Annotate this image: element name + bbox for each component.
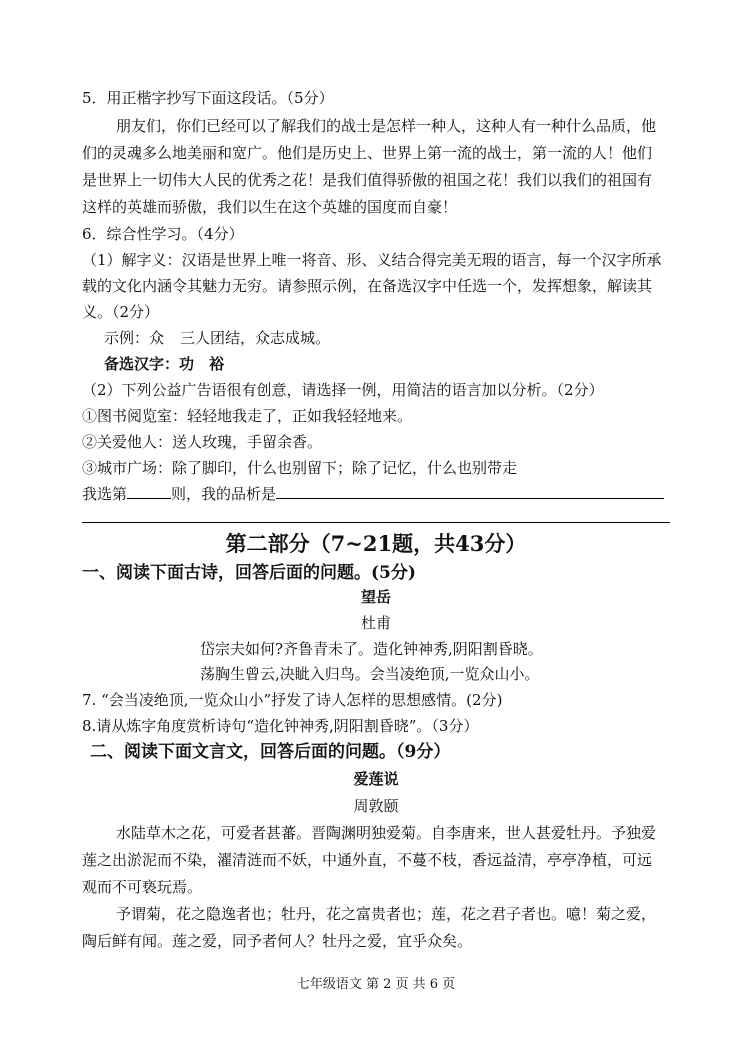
- q6-part1-line-2: 载的文化内涵令其魅力无穷。请参照示例，在备选汉字中任选一个，发挥想象，解读其: [82, 277, 653, 295]
- part-divider: [82, 522, 670, 523]
- part2-heading: 第二部分（7~21题，共43分）: [225, 531, 527, 556]
- q6-candidates: 备选汉字：功 裕: [104, 355, 225, 373]
- q6-ad-3: ③城市广场：除了脚印，什么也别留下；除了记忆，什么也别带走: [82, 459, 518, 477]
- q6-example: [104, 328, 330, 348]
- q6-example-label: 示例：众: [104, 329, 165, 347]
- q6-ad-2: ②关爱他人：送人玫瑰，手留余香。: [82, 433, 323, 451]
- section1-heading: 一、阅读下面古诗，回答后面的问题。(5分): [82, 563, 416, 583]
- page-footer: 七年级语文 第 2 页 共 6 页: [296, 977, 456, 992]
- prose-para1-line-2: 莲之出淤泥而不染，濯清涟而不妖，中通外直，不蔓不枝，香远益清，亭亭净植，可远: [82, 851, 653, 869]
- q6-example-text: 三人团结，众志成城。: [180, 329, 331, 347]
- q5-text-line-4: 这样的英雄而骄傲，我们以生在这个英雄的国度而自豪！: [82, 198, 458, 216]
- q6-answer-mid: 则，我的品析是: [171, 485, 277, 503]
- poem-author: 杜甫: [360, 614, 391, 632]
- q5-text-line-1: 朋友们，你们已经可以了解我们的战士是怎样一种人，这种人有一种什么品质，他: [116, 117, 657, 135]
- q5-text-line-3: 是世界上一切伟大人民的优秀之花！是我们值得骄傲的祖国之花！我们以我们的祖国有: [82, 171, 653, 189]
- q5-text-line-2: 们的灵魂多么地美丽和宽广。他们是历史上、世界上第一流的战士，第一流的人！他们: [82, 144, 653, 162]
- prose-para1-line-1: 水陆草木之花，可爱者甚蕃。晋陶渊明独爱菊。自李唐来，世人甚爱牡丹。予独爱: [116, 824, 657, 842]
- section2-heading: 二、阅读下面文言文，回答后面的问题。（9分）: [90, 742, 451, 762]
- prose-title: 爱莲说: [353, 770, 399, 788]
- q6-part2-title: （2）下列公益广告语很有创意，请选择一例，用简洁的语言加以分析。（2分）: [82, 381, 604, 399]
- q6-analysis-blank[interactable]: [276, 484, 664, 499]
- q6-part1-line-1: （1）解字义：汉语是世界上唯一将音、形、义结合得完美无瑕的语言，每一个汉字所承: [82, 251, 662, 269]
- poem-line-1: 岱宗夫如何?齐鲁青未了。造化钟神秀,阴阳割昏晓。: [200, 640, 543, 658]
- poem-title: 望岳: [360, 588, 391, 606]
- poem-line-2: 荡胸生曾云,决眦入归鸟。会当凌绝顶,一览众山小。: [200, 665, 540, 683]
- q6-ad-1: ①图书阅览室：轻轻地我走了，正如我轻轻地来。: [82, 407, 413, 425]
- q8: 8.请从炼字角度赏析诗句“造化钟神秀,阴阳割昏晓”。（3分）: [82, 717, 479, 735]
- q6-part1-line-3: 义。（2分）: [82, 303, 160, 321]
- q6-answer-line: [82, 484, 664, 504]
- q6-answer-prefix: 我选第: [82, 485, 128, 503]
- prose-author: 周敦颐: [353, 797, 399, 815]
- q7: 7. “会当凌绝顶,一览众山小”抒发了诗人怎样的思想感情。(2分): [82, 691, 503, 709]
- q5-title: 5．用正楷字抄写下面这段话。（5分）: [82, 89, 334, 107]
- prose-para2-line-2: 陶后鲜有闻。莲之爱，同予者何人？牡丹之爱，宜乎众矣。: [82, 932, 473, 950]
- prose-para1-line-3: 观而不可亵玩焉。: [82, 878, 203, 896]
- prose-para2-line-1: 予谓菊，花之隐逸者也；牡丹，花之富贵者也；莲，花之君子者也。噫！菊之爱，: [116, 905, 657, 923]
- q6-title: 6．综合性学习。（4分）: [82, 225, 244, 243]
- q6-choice-blank[interactable]: [127, 484, 171, 499]
